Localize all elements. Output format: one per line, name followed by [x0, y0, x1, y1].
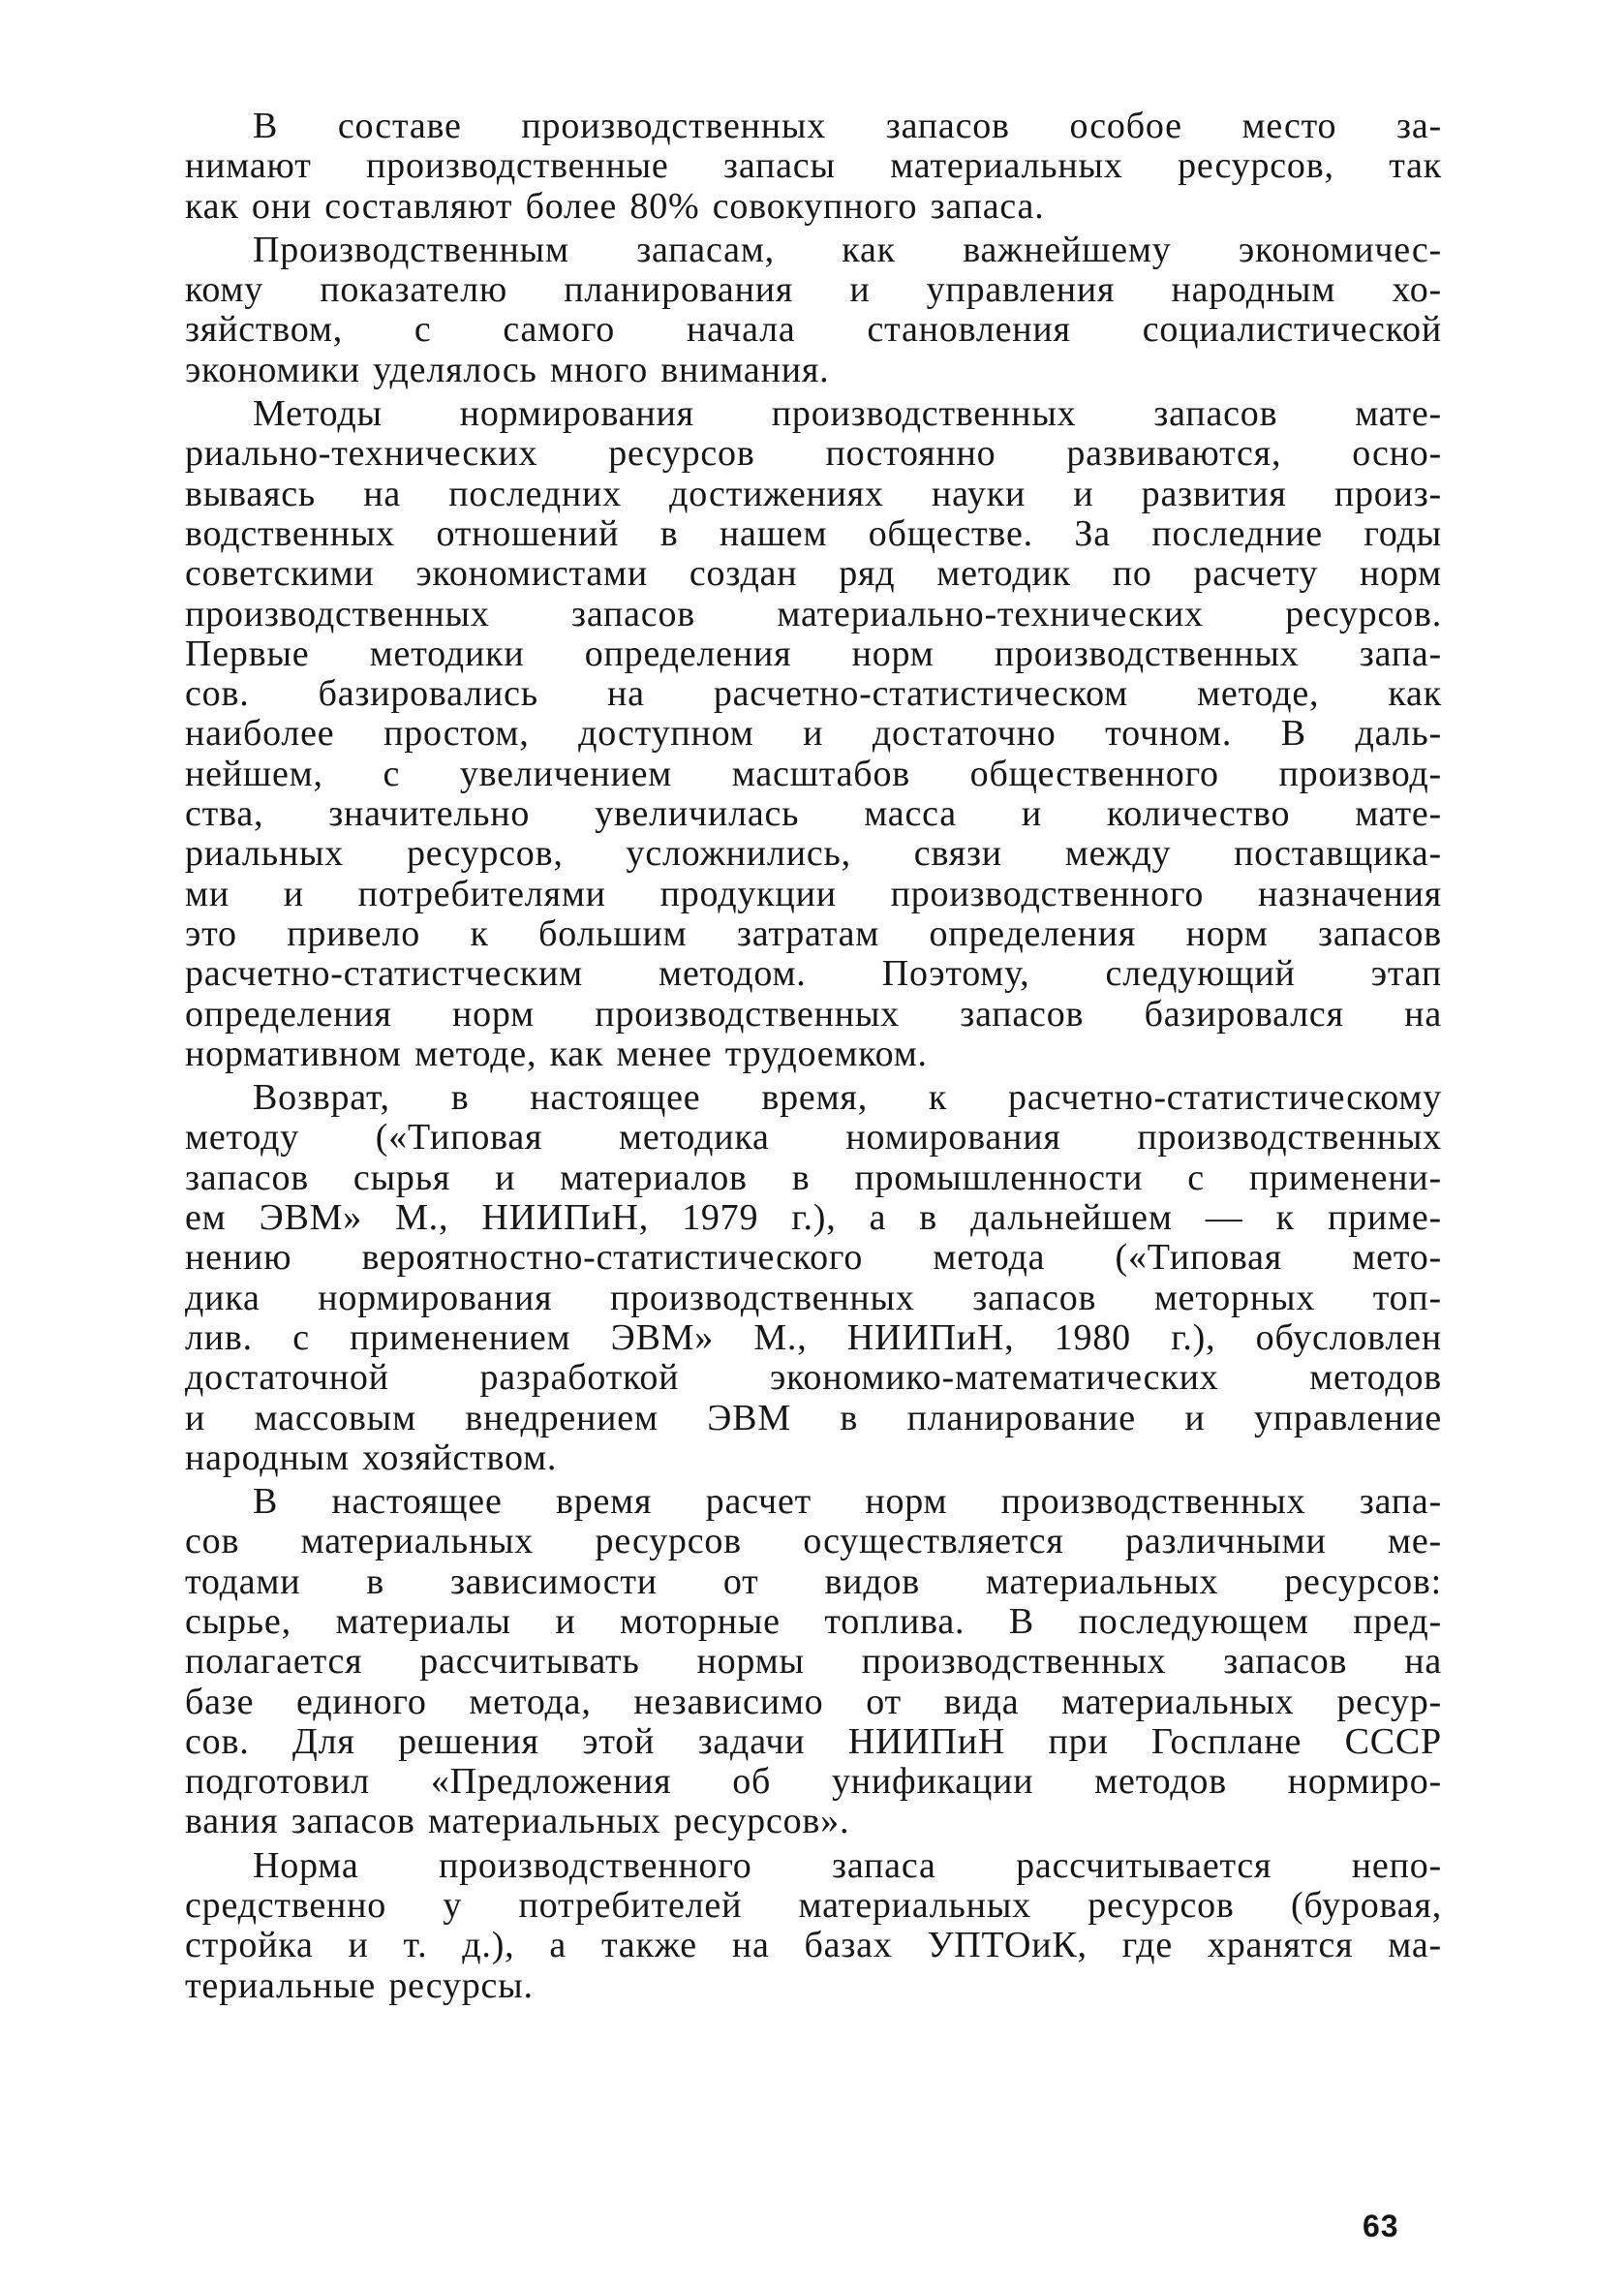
text-line: Норма производственного запаса рассчитывается непо-: [253, 1844, 1442, 1886]
text-line: В составе производственных запасов особое место за-: [253, 106, 1442, 146]
text-line: советскими экономистами создан ряд методик по расчету норм: [185, 553, 1442, 595]
text-line: нейшем, с увеличением масштабов общественного производ-: [185, 753, 1442, 794]
text-line: как они составляют более 80% совокупного запаса.: [185, 185, 1045, 227]
text-line: сырье, материалы и моторные топлива. В последующем пред-: [185, 1600, 1442, 1642]
text-line: водственных отношений в нашем обществе. За последние годы: [185, 512, 1442, 554]
text-line: териальные ресурсы.: [185, 1964, 534, 2006]
text-line: базе единого метода, независимо от вида материальных ресур-: [185, 1681, 1442, 1722]
text-line: сов. Для решения этой задачи НИИПиН при Госплане СССР: [185, 1720, 1442, 1762]
text-line: Производственным запасам, как важнейшему экономичес-: [253, 229, 1442, 270]
text-line: средственно у потребителей материальных ресурсов (буровая,: [185, 1885, 1442, 1927]
text-line: вания запасов материальных ресурсов».: [185, 1801, 850, 1842]
text-line: сов материальных ресурсов осуществляется различными ме-: [185, 1521, 1442, 1562]
text-line: риальных ресурсов, усложнились, связи между поставщика-: [185, 833, 1442, 875]
paragraph: [185, 1846, 1442, 2006]
paragraph: [185, 1482, 1442, 1842]
text-line: ем ЭВМ» М., НИИПиН, 1979 г.), а в дальнейшем — к приме-: [185, 1197, 1442, 1239]
text-line: запасов сырья и материалов в промышленности с применени-: [185, 1157, 1442, 1198]
text-line: подготовил «Предложения об унификации методов нормиро-: [185, 1761, 1442, 1803]
text-line: В настоящее время расчет норм производственных запа-: [253, 1481, 1442, 1523]
text-line: нормативном методе, как менее трудоемком.: [185, 1033, 928, 1074]
text-line: и массовым внедрением ЭВМ в планирование и управление: [185, 1397, 1442, 1438]
page-text: [185, 107, 1442, 2010]
text-line: определения норм производственных запасов базировался на: [185, 993, 1442, 1035]
text-line: нению вероятностно-статистического метода («Типовая мето-: [185, 1237, 1442, 1279]
text-line: лив. с применением ЭВМ» М., НИИПиН, 1980 г.), обусловлен: [185, 1316, 1442, 1358]
text-line: Методы нормирования производственных запасов мате-: [253, 393, 1442, 435]
text-line: дика нормирования производственных запасов меторных топ-: [185, 1277, 1442, 1318]
text-line: ства, значительно увеличилась масса и количество мате-: [185, 793, 1442, 835]
text-line: сов. базировались на расчетно-статистическом методе, как: [185, 673, 1442, 715]
page-number: 63: [1363, 2209, 1399, 2243]
text-line: риально-технических ресурсов постоянно развиваются, осно-: [185, 433, 1442, 475]
text-line: экономики уделялось много внимания.: [185, 349, 830, 390]
text-line: расчетно-статистческим методом. Поэтому, следующий этап: [185, 953, 1442, 995]
paragraph: [185, 1078, 1442, 1478]
text-line: достаточной разработкой экономико-математических методов: [185, 1357, 1442, 1399]
text-line: ми и потребителями продукции производственного назначения: [185, 873, 1442, 914]
text-line: производственных запасов материально-технических ресурсов.: [185, 593, 1442, 634]
text-line: Первые методики определения норм производственных запа-: [185, 633, 1442, 674]
text-line: нимают производственные запасы материальных ресурсов, так: [185, 145, 1442, 187]
text-line: вываясь на последних достижениях науки и развития произ-: [185, 473, 1442, 514]
text-line: наиболее простом, доступном и достаточно точном. В даль-: [185, 713, 1442, 755]
paragraph: [185, 231, 1442, 390]
text-line: Возврат, в настоящее время, к расчетно-статистическому: [253, 1077, 1442, 1119]
text-line: зяйством, с самого начала становления социалистической: [185, 309, 1442, 351]
text-line: кому показателю планирования и управления народным хо-: [185, 269, 1442, 311]
text-line: стройка и т. д.), а также на базах УПТОиК, где хранятся ма-: [185, 1925, 1442, 1966]
paragraph: [185, 394, 1442, 1074]
text-line: это привело к большим затратам определения норм запасов: [185, 912, 1442, 954]
text-line: тодами в зависимости от видов материальных ресурсов:: [185, 1561, 1442, 1602]
text-line: народным хозяйством.: [185, 1437, 558, 1478]
paragraph: [185, 107, 1442, 227]
text-line: методу («Типовая методика номирования производственных: [185, 1117, 1442, 1159]
text-line: полагается рассчитывать нормы производственных запасов на: [185, 1641, 1442, 1683]
